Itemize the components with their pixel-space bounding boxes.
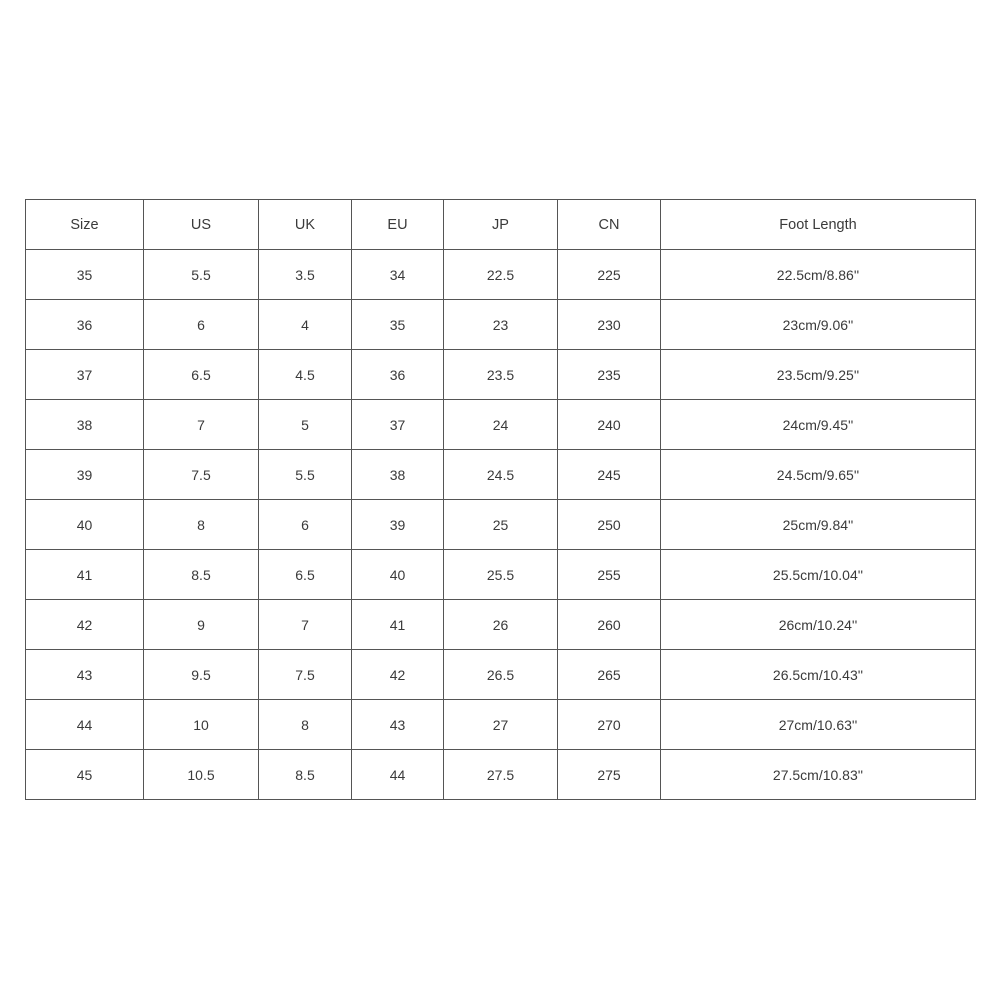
cell-cn: 275 [558,750,661,800]
cell-us: 6.5 [144,350,259,400]
cell-foot-length: 25.5cm/10.04'' [661,550,976,600]
cell-eu: 44 [352,750,444,800]
cell-foot-length: 24cm/9.45'' [661,400,976,450]
cell-size: 45 [26,750,144,800]
cell-cn: 240 [558,400,661,450]
cell-cn: 245 [558,450,661,500]
table-row [26,400,976,450]
cell-eu: 42 [352,650,444,700]
cell-foot-length: 26cm/10.24'' [661,600,976,650]
cell-cn: 230 [558,300,661,350]
cell-jp: 24 [444,400,558,450]
cell-foot-length: 24.5cm/9.65'' [661,450,976,500]
table-row [26,500,976,550]
cell-cn: 250 [558,500,661,550]
cell-uk: 7 [259,600,352,650]
cell-foot-length: 25cm/9.84'' [661,500,976,550]
table-row [26,300,976,350]
header-size: Size [26,200,144,250]
cell-us: 7 [144,400,259,450]
cell-size: 43 [26,650,144,700]
table-row [26,600,976,650]
cell-uk: 6.5 [259,550,352,600]
cell-uk: 8.5 [259,750,352,800]
header-uk: UK [259,200,352,250]
cell-uk: 4.5 [259,350,352,400]
cell-jp: 23 [444,300,558,350]
cell-jp: 24.5 [444,450,558,500]
cell-eu: 40 [352,550,444,600]
cell-foot-length: 22.5cm/8.86'' [661,250,976,300]
cell-size: 37 [26,350,144,400]
cell-jp: 26 [444,600,558,650]
table-row [26,250,976,300]
table-row [26,750,976,800]
cell-us: 8 [144,500,259,550]
table-row [26,700,976,750]
cell-uk: 4 [259,300,352,350]
cell-us: 8.5 [144,550,259,600]
cell-cn: 270 [558,700,661,750]
cell-jp: 23.5 [444,350,558,400]
cell-jp: 25.5 [444,550,558,600]
cell-cn: 255 [558,550,661,600]
cell-foot-length: 27cm/10.63'' [661,700,976,750]
cell-jp: 27 [444,700,558,750]
header-cn: CN [558,200,661,250]
cell-uk: 3.5 [259,250,352,300]
cell-foot-length: 23.5cm/9.25'' [661,350,976,400]
cell-size: 42 [26,600,144,650]
cell-jp: 26.5 [444,650,558,700]
cell-uk: 5.5 [259,450,352,500]
header-us: US [144,200,259,250]
cell-eu: 37 [352,400,444,450]
cell-us: 7.5 [144,450,259,500]
cell-us: 9.5 [144,650,259,700]
cell-size: 38 [26,400,144,450]
cell-uk: 6 [259,500,352,550]
cell-jp: 22.5 [444,250,558,300]
header-eu: EU [352,200,444,250]
header-foot-length: Foot Length [661,200,976,250]
cell-eu: 36 [352,350,444,400]
cell-size: 36 [26,300,144,350]
cell-us: 6 [144,300,259,350]
cell-foot-length: 23cm/9.06'' [661,300,976,350]
cell-size: 41 [26,550,144,600]
cell-uk: 7.5 [259,650,352,700]
table-header-row [26,200,976,250]
cell-eu: 39 [352,500,444,550]
cell-cn: 225 [558,250,661,300]
cell-us: 9 [144,600,259,650]
table-row [26,650,976,700]
cell-foot-length: 26.5cm/10.43'' [661,650,976,700]
cell-size: 39 [26,450,144,500]
cell-jp: 25 [444,500,558,550]
cell-uk: 8 [259,700,352,750]
cell-cn: 235 [558,350,661,400]
table-row [26,350,976,400]
cell-size: 40 [26,500,144,550]
cell-us: 5.5 [144,250,259,300]
cell-size: 44 [26,700,144,750]
size-chart-table [25,199,976,800]
cell-cn: 265 [558,650,661,700]
cell-us: 10.5 [144,750,259,800]
header-jp: JP [444,200,558,250]
cell-uk: 5 [259,400,352,450]
cell-jp: 27.5 [444,750,558,800]
cell-cn: 260 [558,600,661,650]
cell-foot-length: 27.5cm/10.83'' [661,750,976,800]
table-row [26,450,976,500]
cell-eu: 35 [352,300,444,350]
cell-eu: 43 [352,700,444,750]
cell-eu: 41 [352,600,444,650]
cell-size: 35 [26,250,144,300]
cell-eu: 34 [352,250,444,300]
cell-eu: 38 [352,450,444,500]
table-row [26,550,976,600]
cell-us: 10 [144,700,259,750]
